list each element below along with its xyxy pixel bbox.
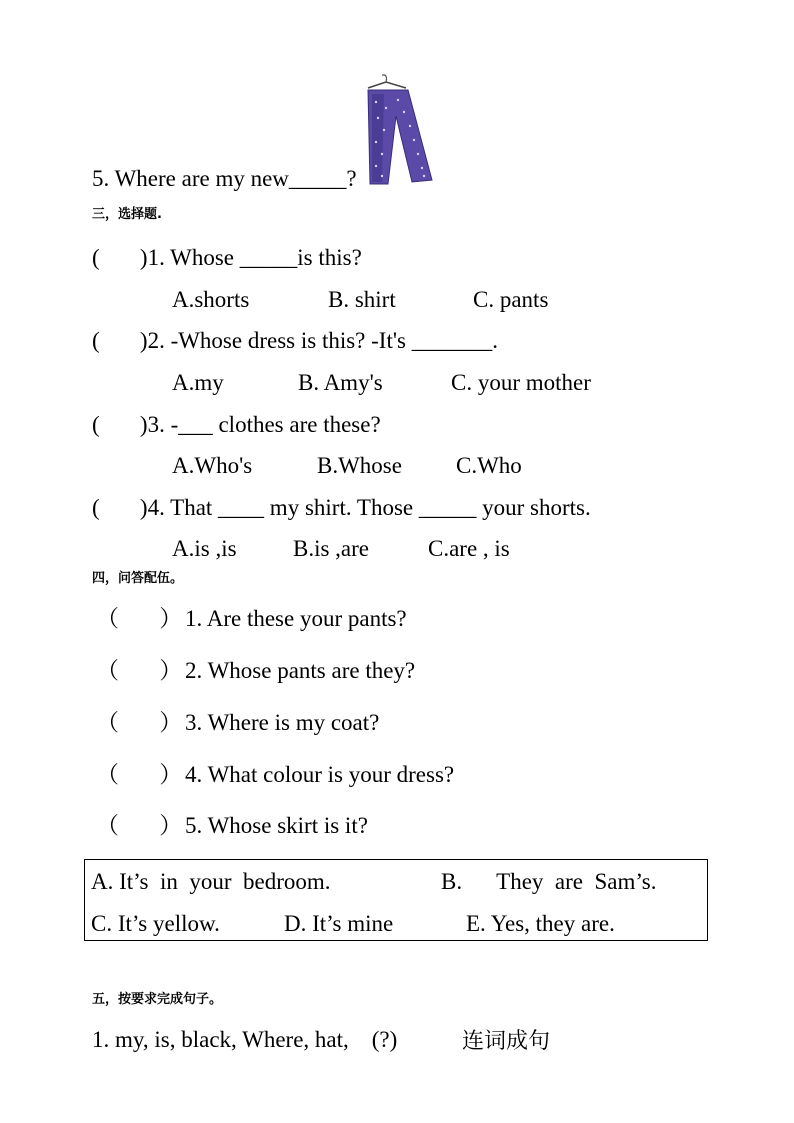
- answer-c: C. It’s yellow.: [91, 911, 220, 936]
- section-3-q4-option-b: B.is ,are: [293, 536, 370, 561]
- section-3-q4-option-c: C.are , is: [428, 536, 510, 561]
- section-4-item-4-text: 4. What colour is your dress?: [185, 762, 455, 787]
- pants-left-leg-shade: [372, 94, 384, 182]
- section-5-heading: 五，按要求完成句子。: [92, 992, 223, 1007]
- section-4-item-2-text: 2. Whose pants are they?: [185, 658, 416, 683]
- answer-a: A. It’s in your bedroom.: [91, 869, 331, 894]
- section-3-q2-stem: ( )2. -Whose dress is this? -It's _______.: [92, 328, 498, 353]
- section-3-q2-option-a: A.my: [172, 370, 224, 395]
- answer-b: B. They are Sam’s.: [441, 869, 657, 894]
- section-3-q3-option-b: B.Whose: [317, 453, 402, 478]
- section-3-q1-option-c: C. pants: [473, 287, 549, 312]
- hanger-bar: [368, 82, 406, 88]
- section-4-item-4-paren: （ ）: [96, 762, 183, 787]
- answer-e: E. Yes, they are.: [466, 911, 615, 936]
- section-5-q1-instruction: 连词成句: [462, 1029, 551, 1054]
- section-3-q3-stem: ( )3. -___ clothes are these?: [92, 412, 381, 437]
- section-3-q1-option-b: B. shirt: [328, 287, 396, 312]
- question-5-line: 5. Where are my new_____?: [92, 166, 357, 191]
- section-4-item-3-paren: （ ）: [96, 710, 183, 735]
- section-3-q4-option-a: A.is ,is: [172, 536, 237, 561]
- section-3-q3-option-a: A.Who's: [172, 453, 253, 478]
- section-3-q2-option-b: B. Amy's: [298, 370, 383, 395]
- section-3-q1-option-a: A.shorts: [172, 287, 250, 312]
- answer-d: D. It’s mine: [284, 911, 394, 936]
- section-5-q1-text: 1. my, is, black, Where, hat, (?): [92, 1027, 398, 1052]
- section-4-item-1-paren: （ ）: [96, 606, 183, 631]
- section-3-q1-stem: ( )1. Whose _____is this?: [92, 245, 362, 270]
- section-3-q2-option-c: C. your mother: [451, 370, 591, 395]
- section-4-item-5-paren: （ ）: [96, 813, 183, 838]
- section-4-item-5-text: 5. Whose skirt is it?: [185, 813, 368, 838]
- section-3-q3-option-c: C.Who: [456, 453, 522, 478]
- section-4-item-3-text: 3. Where is my coat?: [185, 710, 380, 735]
- section-3-q4-stem: ( )4. That ____ my shirt. Those _____ your shorts.: [92, 495, 591, 520]
- section-4-item-1-text: 1. Are these your pants?: [185, 606, 407, 631]
- hanger-hook: [382, 75, 387, 82]
- section-3-heading: 三，选择题.: [92, 207, 162, 222]
- section-4-heading: 四，问答配伍。: [92, 571, 184, 586]
- section-4-item-2-paren: （ ）: [96, 658, 183, 683]
- pants-illustration: [362, 72, 436, 186]
